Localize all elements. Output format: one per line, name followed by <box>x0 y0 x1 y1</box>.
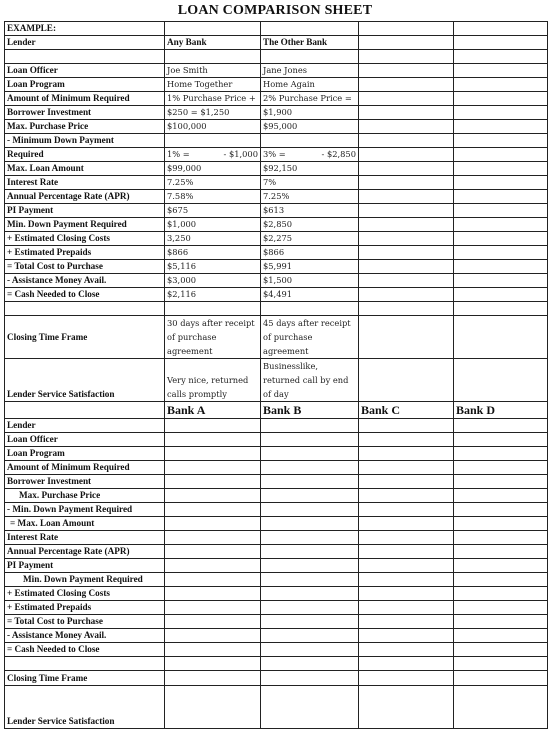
any-bank-value: 3,250 <box>165 232 261 246</box>
any-bank-value: 1% Purchase Price + <box>165 92 261 106</box>
entry-cell <box>359 587 454 601</box>
blank-row <box>5 503 548 517</box>
any-bank-value: Very nice, returned calls promptly <box>165 359 261 402</box>
entry-cell <box>165 559 261 573</box>
blank-closing-row <box>5 671 548 686</box>
table-cell <box>261 302 359 316</box>
other-bank-value: $4,491 <box>261 288 359 302</box>
entry-cell <box>359 461 454 475</box>
table-cell <box>5 657 165 671</box>
other-bank-value: $613 <box>261 204 359 218</box>
entry-cell <box>454 643 548 657</box>
row-label: Lender <box>5 419 165 433</box>
row-label: Borrower Investment <box>5 475 165 489</box>
entry-cell <box>359 671 454 686</box>
table-cell <box>454 359 548 402</box>
table-cell <box>5 50 165 64</box>
example-row <box>5 204 548 218</box>
table-cell <box>359 176 454 190</box>
table-cell <box>359 22 454 36</box>
entry-cell <box>261 531 359 545</box>
row-label: Max. Purchase Price <box>5 489 165 503</box>
row-label: + Estimated Prepaids <box>5 601 165 615</box>
table-cell <box>359 36 454 50</box>
example-row <box>5 246 548 260</box>
example-row <box>5 274 548 288</box>
row-label: Loan Officer <box>5 64 165 78</box>
entry-cell <box>359 573 454 587</box>
any-bank-value: 7.58% <box>165 190 261 204</box>
entry-cell <box>165 573 261 587</box>
any-bank-value: Joe Smith <box>165 64 261 78</box>
entry-cell <box>261 629 359 643</box>
row-label: Annual Percentage Rate (APR) <box>5 545 165 559</box>
blank-row <box>5 559 548 573</box>
spacer-row <box>5 657 548 671</box>
other-bank-value: Jane Jones <box>261 64 359 78</box>
blank-row <box>5 629 548 643</box>
entry-cell <box>261 517 359 531</box>
row-label: = Total Cost to Purchase <box>5 615 165 629</box>
table-cell <box>359 246 454 260</box>
entry-cell <box>359 419 454 433</box>
example-label: EXAMPLE: <box>5 22 165 36</box>
other-bank-value: Businesslike, returned call by end of day <box>261 359 359 402</box>
blank-row <box>5 615 548 629</box>
example-header-row <box>5 36 548 50</box>
entry-cell <box>165 503 261 517</box>
any-bank-value: $2,116 <box>165 288 261 302</box>
table-cell <box>454 274 548 288</box>
table-cell <box>261 22 359 36</box>
table-cell <box>359 232 454 246</box>
row-label: Closing Time Frame <box>5 316 165 359</box>
row-label: Min. Down Payment Required <box>5 218 165 232</box>
table-cell <box>454 246 548 260</box>
any-bank-value: $1,000 <box>165 218 261 232</box>
table-cell <box>454 36 548 50</box>
entry-cell <box>261 601 359 615</box>
entry-cell <box>359 559 454 573</box>
other-bank-value: 2% Purchase Price = <box>261 92 359 106</box>
any-bank-value: Home Together <box>165 78 261 92</box>
table-cell <box>454 260 548 274</box>
spacer-row <box>5 302 548 316</box>
entry-cell <box>359 503 454 517</box>
entry-cell <box>165 419 261 433</box>
other-bank-value: $95,000 <box>261 120 359 134</box>
other-bank-value: $1,500 <box>261 274 359 288</box>
blank-row <box>5 573 548 587</box>
other-bank-value: 7.25% <box>261 190 359 204</box>
blank-row <box>5 587 548 601</box>
example-row <box>5 92 548 106</box>
blank-service-row <box>5 686 548 729</box>
row-label: Min. Down Payment Required <box>5 573 165 587</box>
entry-cell <box>359 545 454 559</box>
bank-header-row <box>5 402 548 419</box>
other-bank-header: The Other Bank <box>261 36 359 50</box>
blank-row <box>5 531 548 545</box>
table-cell <box>359 302 454 316</box>
entry-cell <box>165 629 261 643</box>
example-row <box>5 78 548 92</box>
entry-cell <box>165 489 261 503</box>
row-label: Annual Percentage Rate (APR) <box>5 190 165 204</box>
entry-cell <box>454 686 548 729</box>
any-bank-value: $100,000 <box>165 120 261 134</box>
entry-cell <box>359 489 454 503</box>
table-cell <box>165 50 261 64</box>
table-cell <box>359 162 454 176</box>
table-cell <box>454 232 548 246</box>
table-cell <box>261 50 359 64</box>
table-cell <box>454 218 548 232</box>
blank-row <box>5 517 548 531</box>
entry-cell <box>454 545 548 559</box>
entry-cell <box>454 517 548 531</box>
row-label: + Estimated Closing Costs <box>5 587 165 601</box>
entry-cell <box>454 629 548 643</box>
table-cell <box>454 204 548 218</box>
table-cell <box>454 134 548 148</box>
other-bank-value: $92,150 <box>261 162 359 176</box>
example-row <box>5 288 548 302</box>
entry-cell <box>454 601 548 615</box>
entry-cell <box>454 489 548 503</box>
table-cell <box>359 316 454 359</box>
table-cell <box>359 657 454 671</box>
entry-cell <box>261 615 359 629</box>
row-label: - Assistance Money Avail. <box>5 629 165 643</box>
entry-cell <box>261 489 359 503</box>
other-bank-value: 45 days after receipt of purchase agreement <box>261 316 359 359</box>
row-label: Loan Program <box>5 78 165 92</box>
blank-row <box>5 643 548 657</box>
entry-cell <box>454 433 548 447</box>
table-cell <box>359 50 454 64</box>
entry-cell <box>261 643 359 657</box>
row-label: = Cash Needed to Close <box>5 643 165 657</box>
any-bank-header: Any Bank <box>165 36 261 50</box>
entry-cell <box>359 475 454 489</box>
row-label: Max. Loan Amount <box>5 162 165 176</box>
table-cell <box>454 22 548 36</box>
entry-cell <box>261 503 359 517</box>
entry-cell <box>165 587 261 601</box>
entry-cell <box>454 503 548 517</box>
entry-cell <box>165 531 261 545</box>
table-cell <box>359 204 454 218</box>
lender-header: Lender <box>5 36 165 50</box>
closing-time-row <box>5 316 548 359</box>
blank-row <box>5 489 548 503</box>
table-cell <box>454 120 548 134</box>
entry-cell <box>454 419 548 433</box>
any-bank-value <box>165 134 261 148</box>
entry-cell <box>261 587 359 601</box>
table-cell <box>359 120 454 134</box>
row-label: + Estimated Closing Costs <box>5 232 165 246</box>
table-cell <box>359 218 454 232</box>
entry-cell <box>359 447 454 461</box>
row-label: Interest Rate <box>5 531 165 545</box>
row-label: PI Payment <box>5 559 165 573</box>
table-cell <box>359 260 454 274</box>
table-cell <box>454 316 548 359</box>
other-bank-value: $1,900 <box>261 106 359 120</box>
table-cell <box>359 148 454 162</box>
example-row <box>5 232 548 246</box>
blank-row <box>5 433 548 447</box>
other-bank-value: $866 <box>261 246 359 260</box>
entry-cell <box>454 559 548 573</box>
entry-cell <box>261 671 359 686</box>
entry-cell <box>261 573 359 587</box>
entry-cell <box>165 461 261 475</box>
entry-cell <box>359 517 454 531</box>
row-label: PI Payment <box>5 204 165 218</box>
other-bank-value: Home Again <box>261 78 359 92</box>
example-row <box>5 162 548 176</box>
row-label: = Cash Needed to Close <box>5 288 165 302</box>
any-bank-value: $5,116 <box>165 260 261 274</box>
table-cell <box>454 92 548 106</box>
other-bank-value <box>261 134 359 148</box>
example-row <box>5 176 548 190</box>
entry-cell <box>165 447 261 461</box>
entry-cell <box>454 615 548 629</box>
example-row <box>5 218 548 232</box>
entry-cell <box>359 601 454 615</box>
entry-cell <box>261 447 359 461</box>
entry-cell <box>359 433 454 447</box>
entry-cell <box>261 686 359 729</box>
entry-cell <box>359 629 454 643</box>
table-cell <box>454 657 548 671</box>
row-label: Closing Time Frame <box>5 671 165 686</box>
table-cell <box>359 288 454 302</box>
entry-cell <box>165 475 261 489</box>
example-row <box>5 64 548 78</box>
table-cell <box>5 402 165 419</box>
entry-cell <box>165 686 261 729</box>
other-bank-value: 3% = - $2,850 <box>261 148 359 162</box>
row-label: Interest Rate <box>5 176 165 190</box>
table-cell <box>5 302 165 316</box>
row-label: = Max. Loan Amount <box>5 517 165 531</box>
example-row <box>5 134 548 148</box>
entry-cell <box>454 531 548 545</box>
entry-cell <box>454 573 548 587</box>
other-bank-value: $2,275 <box>261 232 359 246</box>
entry-cell <box>165 433 261 447</box>
table-cell <box>359 359 454 402</box>
table-cell <box>454 162 548 176</box>
any-bank-value: 1% = - $1,000 <box>165 148 261 162</box>
row-label: Lender Service Satisfaction <box>5 686 165 729</box>
entry-cell <box>359 615 454 629</box>
blank-row <box>5 601 548 615</box>
entry-cell <box>165 517 261 531</box>
example-label-row <box>5 22 548 36</box>
blank-row <box>5 447 548 461</box>
table-cell <box>454 176 548 190</box>
row-label: Max. Purchase Price <box>5 120 165 134</box>
table-cell <box>165 657 261 671</box>
entry-cell <box>454 587 548 601</box>
any-bank-value: $675 <box>165 204 261 218</box>
table-cell <box>165 22 261 36</box>
row-label: Lender Service Satisfaction <box>5 359 165 402</box>
entry-cell <box>261 559 359 573</box>
entry-cell <box>165 615 261 629</box>
entry-cell <box>359 531 454 545</box>
example-row <box>5 148 548 162</box>
example-row <box>5 106 548 120</box>
other-bank-value: $5,991 <box>261 260 359 274</box>
table-cell <box>454 64 548 78</box>
table-cell <box>454 148 548 162</box>
table-cell <box>359 64 454 78</box>
entry-cell <box>359 643 454 657</box>
row-label: - Minimum Down Payment <box>5 134 165 148</box>
entry-cell <box>165 545 261 559</box>
table-cell <box>165 302 261 316</box>
comparison-table <box>4 21 548 729</box>
entry-cell <box>165 601 261 615</box>
table-cell <box>454 302 548 316</box>
table-cell <box>454 190 548 204</box>
table-cell <box>359 134 454 148</box>
service-row <box>5 359 548 402</box>
table-cell <box>359 106 454 120</box>
any-bank-value: $99,000 <box>165 162 261 176</box>
blank-row <box>5 419 548 433</box>
table-cell <box>359 92 454 106</box>
row-label: Required <box>5 148 165 162</box>
other-bank-value: 7% <box>261 176 359 190</box>
example-row <box>5 260 548 274</box>
any-bank-value: 30 days after receipt of purchase agreement <box>165 316 261 359</box>
example-row <box>5 120 548 134</box>
row-label: Amount of Minimum Required <box>5 461 165 475</box>
entry-cell <box>261 419 359 433</box>
blank-row <box>5 545 548 559</box>
table-cell <box>454 288 548 302</box>
table-cell <box>454 106 548 120</box>
bank-header-b: Bank B <box>261 402 359 419</box>
entry-cell <box>261 461 359 475</box>
table-cell <box>261 657 359 671</box>
row-label: Amount of Minimum Required <box>5 92 165 106</box>
table-cell <box>454 50 548 64</box>
entry-cell <box>454 671 548 686</box>
row-label: + Estimated Prepaids <box>5 246 165 260</box>
entry-cell <box>359 686 454 729</box>
bank-header-d: Bank D <box>454 402 548 419</box>
any-bank-value: $866 <box>165 246 261 260</box>
entry-cell <box>165 643 261 657</box>
row-label: Loan Officer <box>5 433 165 447</box>
any-bank-value: $250 = $1,250 <box>165 106 261 120</box>
blank-row <box>5 475 548 489</box>
other-bank-value: $2,850 <box>261 218 359 232</box>
bank-header-a: Bank A <box>165 402 261 419</box>
any-bank-value: 7.25% <box>165 176 261 190</box>
table-cell <box>359 274 454 288</box>
table-cell <box>359 78 454 92</box>
row-label: - Min. Down Payment Required <box>5 503 165 517</box>
entry-cell <box>454 447 548 461</box>
table-cell <box>359 190 454 204</box>
row-label: = Total Cost to Purchase <box>5 260 165 274</box>
any-bank-value: $3,000 <box>165 274 261 288</box>
entry-cell <box>454 475 548 489</box>
entry-cell <box>261 475 359 489</box>
page-title: LOAN COMPARISON SHEET <box>177 3 373 18</box>
table-cell <box>454 78 548 92</box>
spacer-row <box>5 50 548 64</box>
row-label: - Assistance Money Avail. <box>5 274 165 288</box>
entry-cell <box>261 433 359 447</box>
row-label: Loan Program <box>5 447 165 461</box>
row-label: Borrower Investment <box>5 106 165 120</box>
blank-row <box>5 461 548 475</box>
bank-header-c: Bank C <box>359 402 454 419</box>
example-row <box>5 190 548 204</box>
entry-cell <box>454 461 548 475</box>
entry-cell <box>261 545 359 559</box>
entry-cell <box>165 671 261 686</box>
